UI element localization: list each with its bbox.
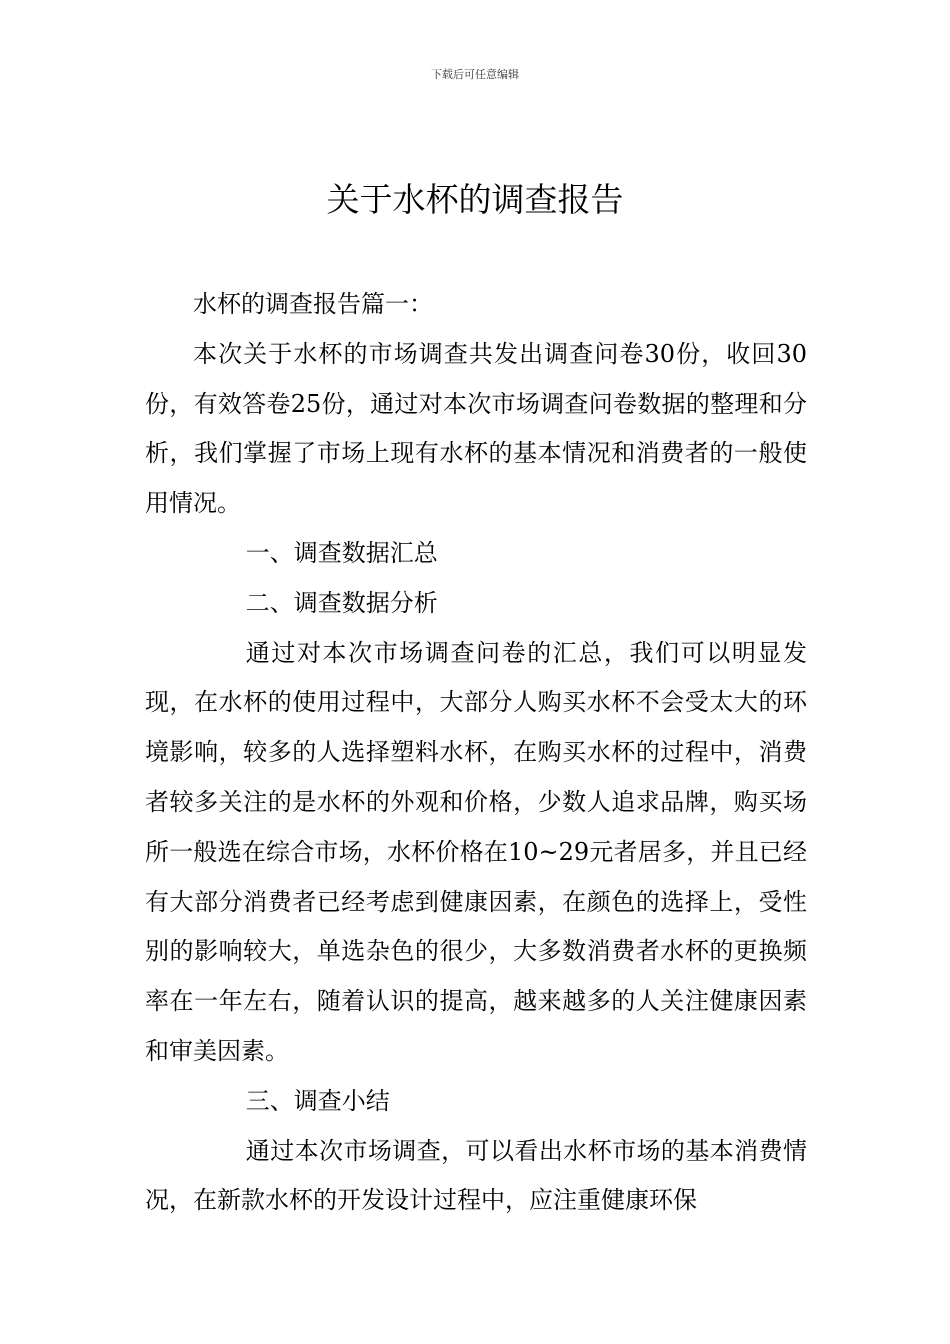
section-heading-summary: 一、调查数据汇总 — [245, 538, 438, 567]
paragraph-conclusion: 通过本次市场调查，可以看出水杯市场的基本消费情况，在新款水杯的开发设计过程中，应注重健康环保 — [145, 1136, 807, 1215]
document-title: 关于水杯的调查报告 — [326, 180, 624, 219]
page-header-note: 下载后可任意编辑 — [431, 68, 519, 81]
document-body — [145, 280, 807, 1226]
section-heading-analysis: 二、调查数据分析 — [245, 588, 438, 617]
section-heading-conclusion: 三、调查小结 — [245, 1086, 390, 1115]
paragraph-intro: 本次关于水杯的市场调查共发出调查问卷30份，收回30份，有效答卷25份，通过对本次市场调查问卷数据的整理和分析，我们掌握了市场上现有水杯的基本情况和消费者的一般使用情况。 — [145, 339, 807, 518]
section-heading-part-one: 水杯的调查报告篇一： — [193, 290, 433, 318]
paragraph-analysis: 通过对本次市场调查问卷的汇总，我们可以明显发现，在水杯的使用过程中，大部分人购买水杯不会受太大的环境影响，较多的人选择塑料水杯，在购买水杯的过程中，消费者较多关注的是水杯的外观和价格，少数人追求品牌，购买场所一般选在综合市场，水杯价格在10~29元者居多，并且已经有大部分消费者已经考虑到健康因素，在颜色的选择上，受性别的影响较大，单选杂色的很少，大多数消费者水杯的更换频率在一年左右，随着认识的提高，越来越多的人关注健康因素和审美因素。 — [145, 638, 807, 1065]
